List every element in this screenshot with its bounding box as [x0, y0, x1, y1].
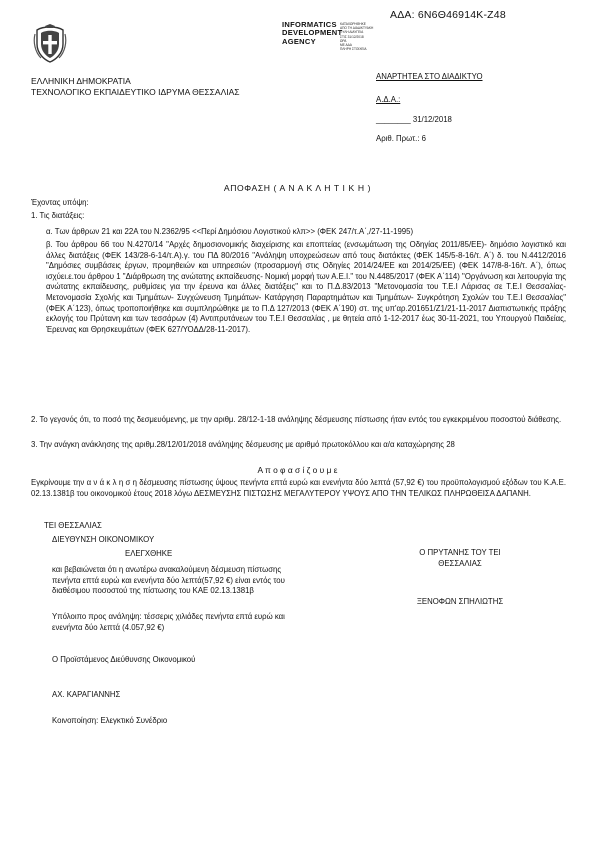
- agency-line: AGENCY: [282, 36, 316, 46]
- ada-number: ΑΔΑ: 6Ν6Θ46914Κ-Ζ48: [390, 9, 506, 21]
- date-blank: ________: [376, 115, 411, 124]
- agency-line: DEVELOPMENT: [282, 28, 343, 38]
- signatory-name: ΑΧ. ΚΑΡΑΓΙΑΝΝΗΣ: [52, 690, 121, 699]
- ada-blank: Α.Δ.Α.:: [376, 95, 401, 104]
- protocol-number: Αριθ. Πρωτ.: 6: [376, 134, 426, 143]
- stamp-line: ΚΑΤΑΧΩΡΗΘΗΚΕ: [340, 22, 366, 26]
- rector-title: [400, 548, 520, 569]
- stamp-line: ΣΤΙΣ 31/12/2018: [340, 34, 364, 39]
- rector-title-line: ΘΕΣΣΑΛΙΑΣ: [438, 558, 482, 568]
- stamp-line: ΜΕ ΑΔΑ: [340, 43, 352, 48]
- certification-text: και βεβαιώνεται ότι η ανωτέρω ανακαλούμενη δέσμευση πίστωσης πενήντα επτά ευρώ και ενενήντα δύο λεπτά(57,92 €) είναι εντός του διαθέσιμου ποσοστού της πίστωσης του ΚΑΕ 02.13.1381β: [52, 565, 285, 596]
- rector-title-line: Ο ΠΡΥΤΑΝΗΣ ΤΟΥ ΤΕΙ: [419, 548, 501, 557]
- department-head-title: Ο Προϊστάμενος Διεύθυνσης Οικονομικού: [52, 655, 196, 664]
- stamp-line: ΠΥΛΗ ΔΙΑΥΓΕΙΑ: [340, 30, 364, 35]
- document-date: [376, 115, 452, 125]
- issuer-country: ΕΛΛΗΝΙΚΗ ΔΗΜΟΚΡΑΤΙΑ: [31, 76, 131, 86]
- stamp-line: ΠΛΗΡΗ ΣΤΟΙΧΕΙΑ: [340, 47, 367, 52]
- agency-stamp-text: [340, 22, 400, 51]
- item-1: 1. Τις διατάξεις:: [31, 211, 85, 220]
- item-2: 2. Το γεγονός ότι, το ποσό της δεσμευόμενης, με την αριθμ. 28/12-1-18 ανάληψης δέσμευσης πίστωσης ήταν εντός του εγκεκριμένου ποσοστού διάθεσης.: [31, 415, 562, 424]
- decide-heading: Α π ο φ α σ ί ζ ο υ μ ε: [257, 465, 338, 475]
- footer-org: ΤΕΙ ΘΕΣΣΑΛΙΑΣ: [44, 521, 102, 530]
- agency-logo-text: [282, 21, 342, 46]
- issuer-block: [31, 76, 240, 98]
- remaining-amount: Υπόλοιπο προς ανάληψη: τέσσερις χιλιάδες πενήντα επτά ευρώ και ενενήντα δύο λεπτά (4.057,92 €): [52, 612, 285, 632]
- checked-label: ΕΛΕΓΧΘΗΚΕ: [125, 549, 173, 558]
- decision-text: Εγκρίνουμε την α ν ά κ λ η σ η δέσμευσης πίστωσης ύψους πενήντα επτά ευρώ και ενενήντα δύο λεπτά (57,92 €) του προϋπολογισμού εξόδων του Κ.Α.Ε. 02.13.1381β του οικονομικού έτους 2018 λόγω ΔΕΣΜΕΥΣΗΣ ΠΙΣΤΩΣΗΣ ΜΕΓΑΛΥΤΕΡΟΥ ΥΨΟΥΣ ΑΠΟ ΤΗΝ ΤΕΛΙΚΩΣ ΠΛΗΡΩΘΕΙΣΑ ΔΑΠΑΝΗ.: [31, 478, 566, 498]
- posting-note: ΑΝΑΡΤΗΤΕΑ ΣΤΟ ΔΙΑΔΙΚΤΥΟ: [376, 72, 483, 81]
- having-heading: Έχοντας υπόψη:: [31, 198, 89, 207]
- greek-coat-of-arms-icon: [33, 24, 67, 64]
- item-1b: β. Του άρθρου 66 του Ν.4270/14 "Αρχές δημοσιονομικής διαχείρισης και εποπτείας (ενσωμάτωση της Οδηγίας 2011/85/ΕΕ)- δημόσιο λογιστικό και άλλες διατάξεις (ΦΕΚ 143/28-6-14/τ.Α).γ. του ΠΔ 80/2016 "Ανάληψη υποχρεώσεων από τους διατάκτες (ΦΕΚ 145/5-8-16/τ. Α΄) δ. του Ν.4412/2016 "Δημόσιες συμβάσεις έργων, προμηθειών και υπηρεσιών (προσαρμογή στις Οδηγίες 2014/24/ΕΕ και 2014/25/ΕΕ) (ΦΕΚ 147/8-8-16/τ. Α΄), όπως ισχύει.ε.του άρθρου 1 "Διάρθρωση της ανώτατης εκπαίδευσης- Νομική μορφή των Α.Ε.Ι." του Ν.4485/2017 (ΦΕΚ Α΄114) "Οργάνωση και λειτουργία της ανώτατης εκπαίδευσης, ρυθμίσεις για την έρευνα και άλλες διατάξεις" και το Π.Δ.83/2013 "Μετονομασία του Τ.Ε.Ι Λάρισας σε Τ.Ε.Ι Θεσσαλίας- Μετονομασία Σχολής και Τμημάτων- Συγχώνευση Τμημάτων- Κατάργηση Παραρτημάτων και Τμημάτων- Συγκρότηση Σχολών του Τ.Ε.Ι Θεσσαλίας" (ΦΕΚ Α΄123), όπως τροποποιήθηκε και συμπληρώθηκε με το Π.Δ 127/2013 (ΦΕΚ Α΄190) στ. της υπ'αρ.201651/Ζ1/21-11-2017 Διαπιστωτικής πράξης εκλογής του Πρύτανη και των τεσσάρων (4) Αντιπρυτάνεων του Τ.Ε.Ι Θεσσαλίας , με θητεία από 1-12-2017 έως 30-11-2021, του Υπουργού Παιδείας, Έρευνας και Θρησκευμάτων (ΦΕΚ 627/ΥΟΔΔ/28-11-2017).: [46, 240, 566, 334]
- item-3: 3. Την ανάγκη ανάκλησης της αριθμ.28/12/01/2018 ανάληψης δέσμευσης με αριθμό πρωτοκόλλου και α/α καταχώρησης 28: [31, 440, 455, 449]
- document-title: ΑΠΟΦΑΣΗ ( Α Ν Α Κ Λ Η Τ Ι Κ Η ): [223, 183, 372, 193]
- agency-line: INFORMATICS: [282, 20, 337, 29]
- rector-name: ΞΕΝΟΦΩΝ ΣΠΗΛΙΩΤΗΣ: [416, 597, 504, 606]
- date-value: 31/12/2018: [412, 115, 452, 124]
- stamp-line: ΩΡΑ: [340, 38, 347, 43]
- stamp-line: ΑΠΟ ΤΗ ΔΙΑΔΙΚΤΥΑΚΗ: [340, 26, 374, 31]
- item-1a: α. Των άρθρων 21 και 22Α του Ν.2362/95 <<Περί Δημόσιου Λογιστικού κλπ>> (ΦΕΚ 247/τ.Α΄,/27-11-1995): [46, 227, 414, 236]
- footer-dept: ΔΙΕΥΘΥΝΣΗ ΟΙΚΟΝΟΜΙΚΟΥ: [52, 535, 155, 544]
- notification-line: Κοινοποίηση: Ελεγκτικό Συνέδριο: [52, 716, 168, 725]
- issuer-institution: ΤΕΧΝΟΛΟΓΙΚΟ ΕΚΠΑΙΔΕΥΤΙΚΟ ΙΔΡΥΜΑ ΘΕΣΣΑΛΙΑΣ: [31, 87, 240, 97]
